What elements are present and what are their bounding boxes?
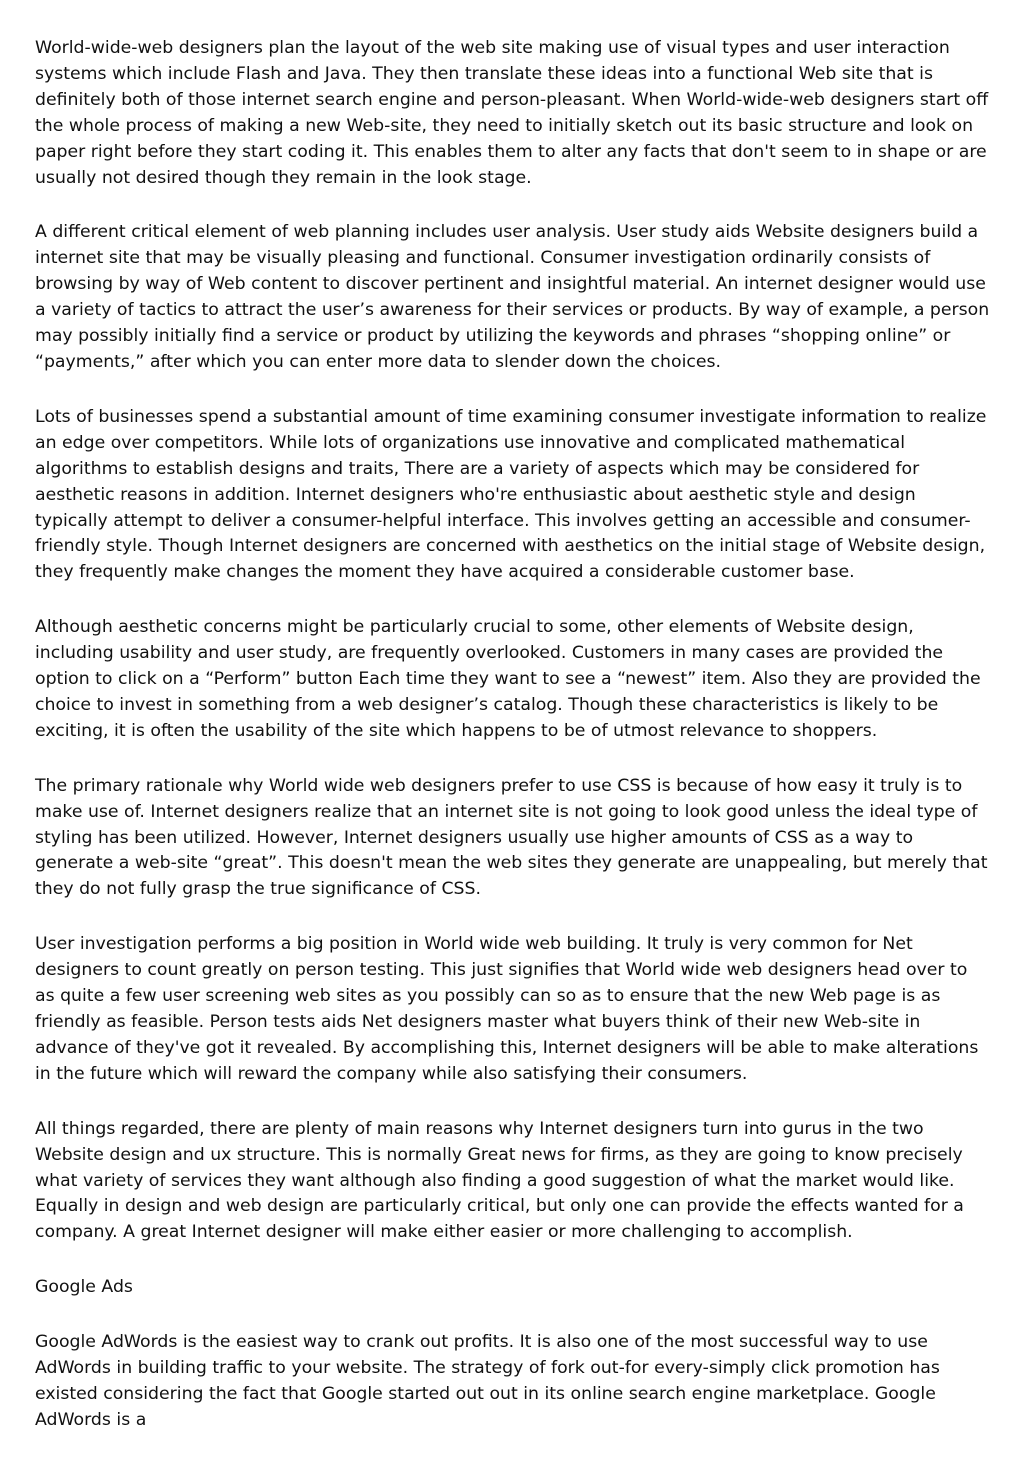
paragraph-4: Although aesthetic concerns might be particularly crucial to some, other elements of Website design, including usability and user study, are frequently overlooked. Customers in many cases are provided the option to click on a “Perform” button Each time they want to see a “newest” item. Also they are provided the choice to invest in something from a web designer’s catalog. Though these characteristics is likely to be exciting, it is often the usability of the site which happens to be of utmost relevance to shoppers. [35, 617, 981, 741]
section-heading-google-ads: Google Ads [35, 1277, 133, 1298]
document-body [35, 36, 990, 1463]
paragraph-6: User investigation performs a big position in World wide web building. It truly is very common for Net designers to count greatly on person testing. This just signifies that World wide web designers head over to as quite a few user screening web sites as you possibly can so as to ensure that the new Web page is as friendly as feasible. Person tests aids Net designers master what buyers think of their new Web-site in advance of they've got it revealed. By accomplishing this, Internet designers will be able to make alterations in the future which will reward the company while also satisfying their consumers. [35, 934, 979, 1084]
paragraph-5: The primary rationale why World wide web designers prefer to use CSS is because of how easy it truly is to make use of. Internet designers realize that an internet site is not going to look good unless the ideal type of styling has been utilized. However, Internet designers usually use higher amounts of CSS as a way to generate a web-site “great”. This doesn't mean the web sites they generate are unappealing, but merely that they do not fully grasp the true significance of CSS. [35, 775, 988, 900]
paragraph-9: Google AdWords is the easiest way to crank out profits. It is also one of the most successful way to use AdWords in building traffic to your website. The strategy of fork out-for every-simply click promotion has existed considering the fact that Google started out out in its online search engine marketplace. Google AdWords is a [35, 1332, 940, 1430]
paragraph-7: All things regarded, there are plenty of main reasons why Internet designers turn into gurus in the two Website design and ux structure. This is normally Great news for firms, as they are going to know precisely what variety of services they want although also finding a good suggestion of what the market would like. Equally in design and web design are particularly critical, but only one can provide the effects wanted for a company. A great Internet designer will make either easier or more challenging to accomplish. [35, 1118, 964, 1243]
paragraph-2: A different critical element of web planning includes user analysis. User study aids Website designers build a internet site that may be visually pleasing and functional. Consumer investigation ordinarily consists of browsing by way of Web content to discover pertinent and insightful material. An internet designer would use a variety of tactics to attract the user’s awareness for their services or products. By way of example, a person may possibly initially find a service or product by utilizing the keywords and phrases “shopping online” or “payments,” after which you can enter more data to slender down the choices. [35, 222, 990, 372]
paragraph-3: Lots of businesses spend a substantial amount of time examining consumer investigate information to realize an edge over competitors. While lots of organizations use innovative and complicated mathematical algorithms to establish designs and traits, There are a variety of aspects which may be considered for aesthetic reasons in addition. Internet designers who're enthusiastic about aesthetic style and design typically attempt to deliver a consumer-helpful interface. This involves getting an accessible and consumer-friendly style. Though Internet designers are concerned with aesthetics on the initial stage of Website design, they frequently make changes the moment they have acquired a considerable customer base. [35, 406, 987, 583]
paragraph-1: World-wide-web designers plan the layout of the web site making use of visual types and user interaction systems which include Flash and Java. They then translate these ideas into a functional Web site that is definitely both of those internet search engine and person-pleasant. When World-wide-web designers start off the whole process of making a new Web-site, they need to initially sketch out its basic structure and look on paper right before they start coding it. This enables them to alter any facts that don't seem to in shape or are usually not desired though they remain in the look stage. [35, 38, 989, 188]
